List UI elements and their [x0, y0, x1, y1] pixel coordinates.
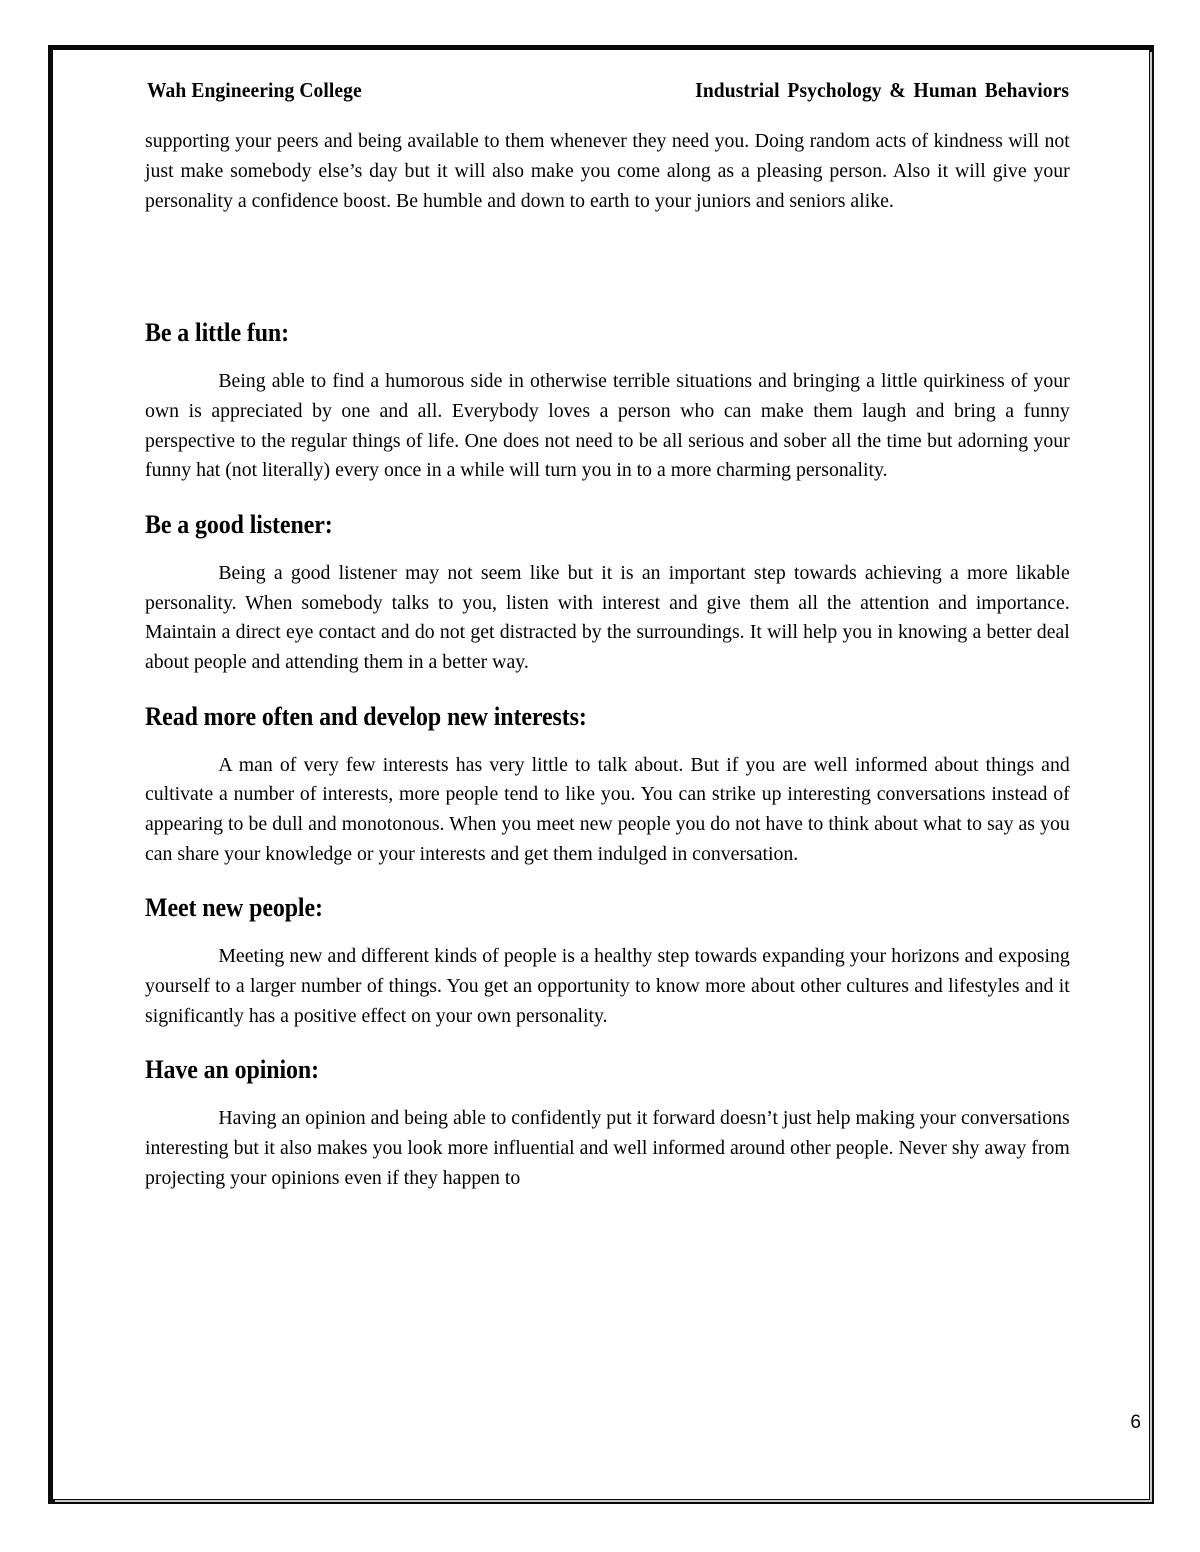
spacer — [145, 540, 1070, 559]
page-number: 6 — [1130, 1412, 1141, 1433]
spacer — [145, 869, 1070, 893]
section-paragraph-read-more-often: A man of very few interests has very little to talk about. But if you are well informed about things and cultivate a number of interests, more people tend to like you. You can strike up interesting conversations instead of appearing to be dull and monotonous. When you meet new people you do not have to think about what to say as you can share your knowledge or your interests and get them indulged in conversation. — [145, 753, 1070, 865]
header-institution: Wah Engineering College — [147, 78, 362, 102]
page-content — [145, 78, 1070, 1193]
spacer — [145, 216, 1070, 318]
section-heading-be-a-good-listener: Be a good listener: — [145, 510, 333, 539]
spacer — [145, 348, 1070, 367]
running-header — [145, 78, 1070, 103]
spacer — [145, 1085, 1070, 1104]
section-paragraph-be-a-good-listener: Being a good listener may not seem like but it is an important step towards achieving a more likable personality. When somebody talks to you, listen with interest and give them all the attention and importance. Maintain a direct eye contact and do not get distracted by the surroundings. It will help you in knowing a better deal about people and attending them in a better way. — [145, 561, 1070, 673]
continued-paragraph: supporting your peers and being available to them whenever they need you. Doing random acts of kindness will not just make somebody else’s day but it will also make you come along as a pleasing person. Also it will give your personality a confidence boost. Be humble and down to earth to your juniors and seniors alike. — [145, 130, 1070, 212]
section-heading-meet-new-people: Meet new people: — [145, 893, 323, 923]
section-paragraph-meet-new-people: Meeting new and different kinds of people is a healthy step towards expanding your horizons and exposing yourself to a larger number of things. You get an opportunity to know more about other cultures and lifestyles and it significantly has a positive effect on your own personality. — [145, 945, 1070, 1027]
header-course-title: Industrial Psychology & Human Behaviors — [695, 78, 1069, 102]
section-paragraph-be-a-little-fun: Being able to find a humorous side in otherwise terrible situations and bringing a little quirkiness of your own is appreciated by one and all. Everybody loves a person who can make them laugh and bring a funny perspective to the regular things of life. One does not need to be all serious and sober all the time but adorning your funny hat (not literally) every once in a while will turn you in to a more charming personality. — [145, 370, 1070, 482]
section-heading-be-a-little-fun: Be a little fun: — [145, 318, 290, 348]
spacer — [145, 678, 1070, 702]
section-heading-have-an-opinion: Have an opinion: — [145, 1055, 319, 1085]
section-heading-read-more-often: Read more often and develop new interests: — [145, 701, 587, 731]
spacer — [145, 1031, 1070, 1055]
section-paragraph-have-an-opinion: Having an opinion and being able to confidently put it forward doesn’t just help making your conversations interesting but it also makes you look more influential and well informed around other people. Never shy away from projecting your opinions even if they happen to — [145, 1107, 1070, 1189]
spacer — [145, 923, 1070, 942]
spacer — [145, 732, 1070, 751]
spacer — [145, 103, 1070, 127]
spacer — [145, 486, 1070, 510]
page-border — [48, 45, 1154, 1504]
